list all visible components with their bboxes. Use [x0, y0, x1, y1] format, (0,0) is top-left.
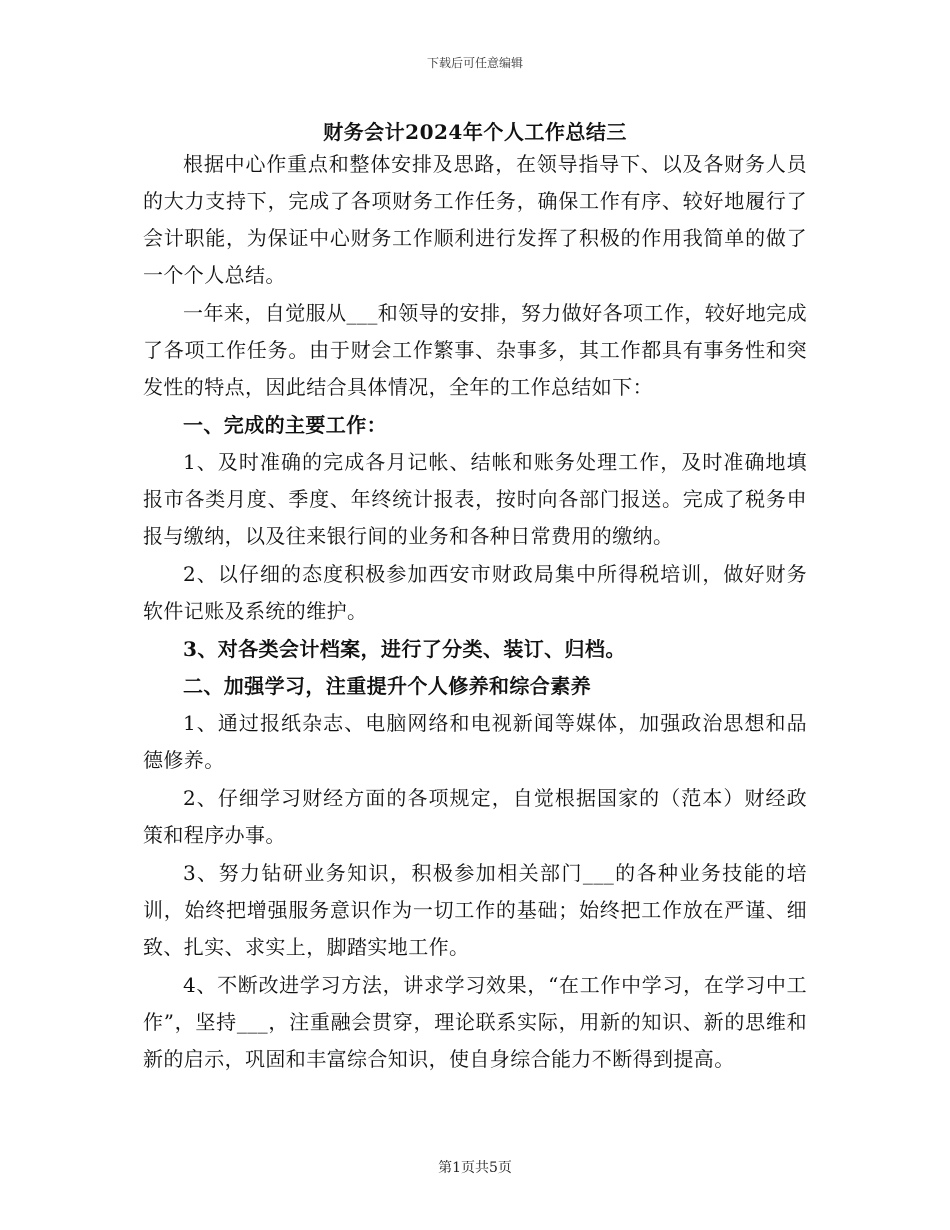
page-number: 第1页共5页: [438, 1160, 512, 1176]
paragraph-study-item-1: 1、通过报纸杂志、电脑网络和电视新闻等媒体，加强政治思想和品德修养。: [143, 711, 807, 772]
paragraph-intro: 根据中心作重点和整体安排及思路，在领导指导下、以及各财务人员的大力支持下，完成了各项财务工作任务，确保工作有序、较好地履行了会计职能，为保证中心财务工作顺利进行发挥了积极的作用我简单的做了一个个人总结。: [143, 152, 807, 287]
paragraph-study-item-4: 4、不断改进学习方法，讲求学习效果，“在工作中学习，在学习中工作”，坚持___，注重融会贯穿，理论联系实际，用新的知识、新的思维和新的启示，巩固和丰富综合知识，使自身综合能力不断得到提高。: [143, 973, 807, 1071]
paragraph-overview: 一年来，自觉服从___和领导的安排，努力做好各项工作，较好地完成了各项工作任务。由于财会工作繁事、杂事多，其工作都具有事务性和突发性的特点，因此结合具体情况，全年的工作总结如下：: [143, 301, 807, 399]
section-heading-main-work: 一、完成的主要工作：: [183, 413, 387, 437]
paragraph-work-item-3: 3、对各类会计档案，进行了分类、装订、归档。: [183, 637, 626, 661]
paragraph-work-item-2: 2、以仔细的态度积极参加西安市财政局集中所得税培训，做好财务软件记账及系统的维护。: [143, 562, 807, 623]
document-title: 财务会计2024年个人工作总结三: [323, 120, 627, 144]
paragraph-study-item-3: 3、努力钻研业务知识，积极参加相关部门___的各种业务技能的培训，始终把增强服务意识作为一切工作的基础；始终把工作放在严谨、细致、扎实、求实上，脚踏实地工作。: [143, 861, 807, 959]
header-note: 下载后可任意编辑: [426, 56, 523, 70]
paragraph-work-item-1: 1、及时准确的完成各月记帐、结帐和账务处理工作，及时准确地填报市各类月度、季度、年终统计报表，按时向各部门报送。完成了税务申报与缴纳，以及往来银行间的业务和各种日常费用的缴纳。: [143, 450, 807, 548]
document-body: [143, 146, 807, 1079]
paragraph-study-item-2: 2、仔细学习财经方面的各项规定，自觉根据国家的（范本）财经政策和程序办事。: [143, 786, 807, 847]
section-heading-study: 二、加强学习，注重提升个人修养和综合素养: [183, 674, 591, 698]
